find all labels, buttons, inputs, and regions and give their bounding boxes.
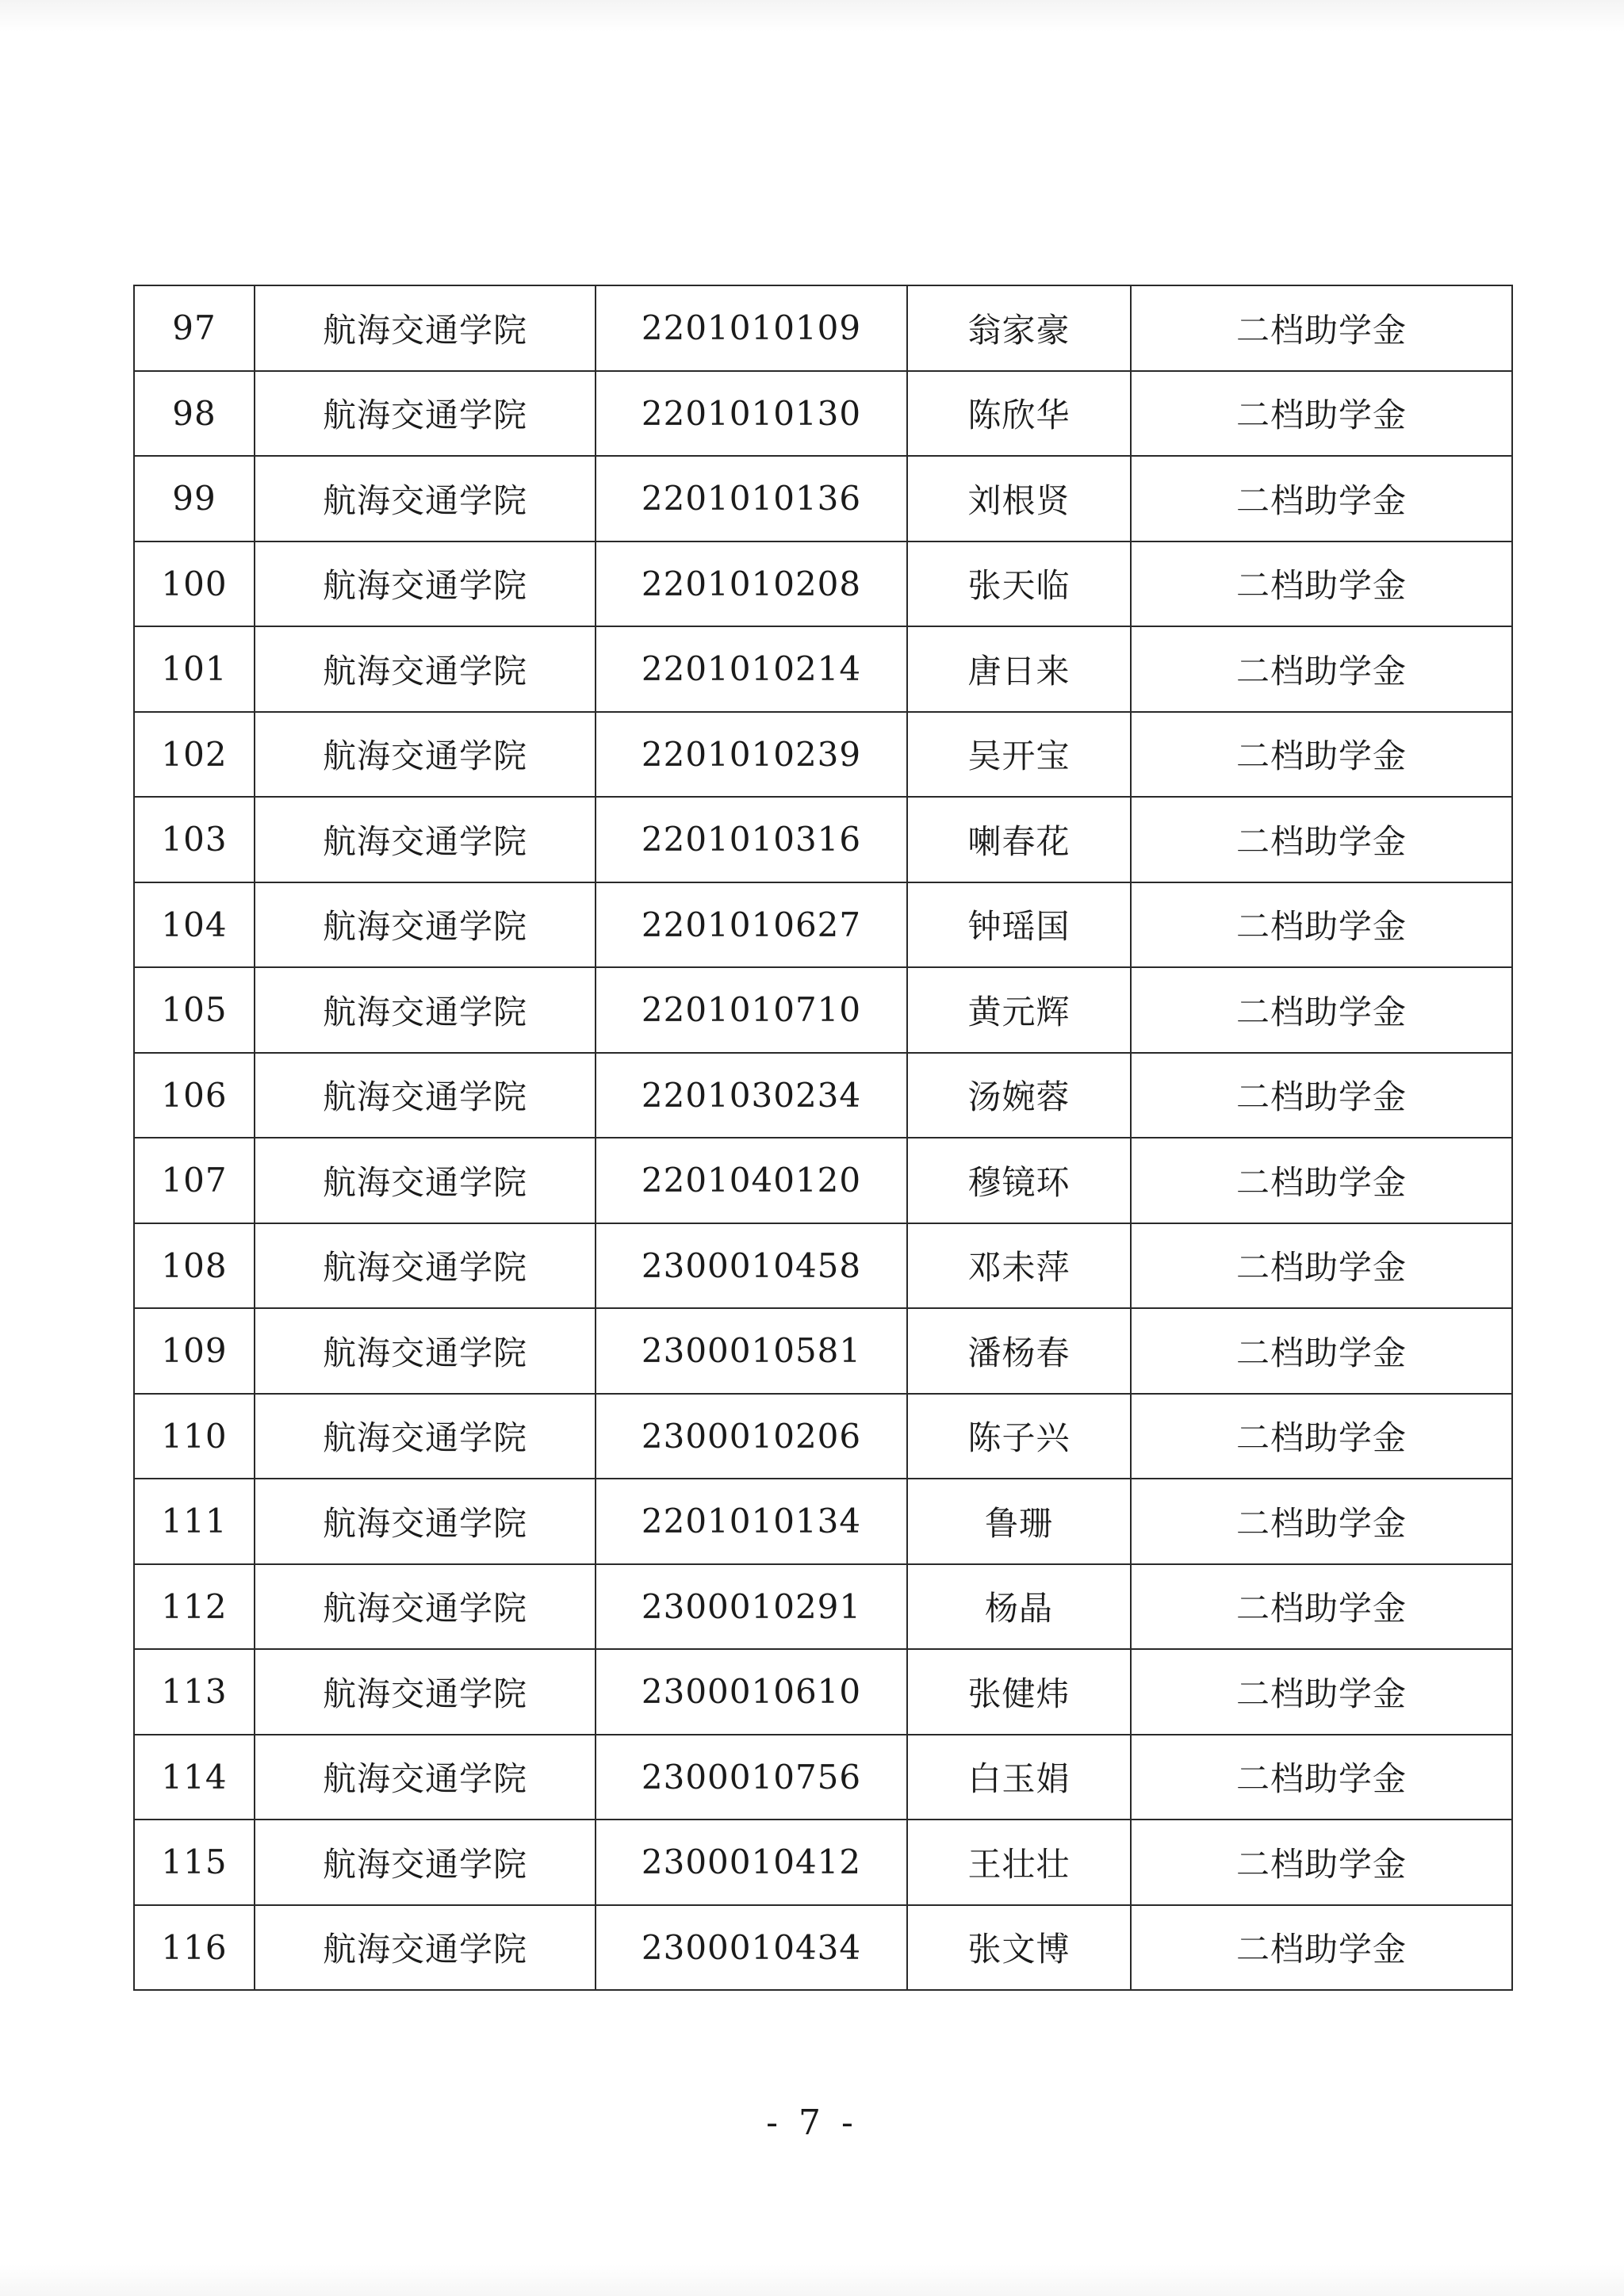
grant-level: 二档助学金 bbox=[1131, 456, 1512, 541]
college-name: 航海交通学院 bbox=[255, 371, 596, 457]
college-name: 航海交通学院 bbox=[255, 1479, 596, 1564]
table-row bbox=[134, 1735, 1512, 1820]
row-number: 104 bbox=[134, 882, 255, 968]
student-id: 2300010610 bbox=[596, 1649, 907, 1735]
grant-level: 二档助学金 bbox=[1131, 1820, 1512, 1905]
college-name: 航海交通学院 bbox=[255, 1820, 596, 1905]
table-row bbox=[134, 1053, 1512, 1138]
college-name: 航海交通学院 bbox=[255, 1564, 596, 1650]
student-name: 邓未萍 bbox=[907, 1223, 1131, 1309]
page-number: - 7 - bbox=[766, 2103, 858, 2143]
college-name: 航海交通学院 bbox=[255, 1053, 596, 1138]
student-id: 2201040120 bbox=[596, 1138, 907, 1223]
student-id: 2300010458 bbox=[596, 1223, 907, 1309]
table-row bbox=[134, 1479, 1512, 1564]
grant-level: 二档助学金 bbox=[1131, 1905, 1512, 1991]
college-name: 航海交通学院 bbox=[255, 797, 596, 882]
row-number: 113 bbox=[134, 1649, 255, 1735]
grant-level: 二档助学金 bbox=[1131, 1053, 1512, 1138]
table-row bbox=[134, 1564, 1512, 1650]
college-name: 航海交通学院 bbox=[255, 626, 596, 712]
table-row bbox=[134, 967, 1512, 1053]
student-name: 张文博 bbox=[907, 1905, 1131, 1991]
row-number: 111 bbox=[134, 1479, 255, 1564]
student-name: 王壮壮 bbox=[907, 1820, 1131, 1905]
student-name: 陈子兴 bbox=[907, 1394, 1131, 1479]
college-name: 航海交通学院 bbox=[255, 882, 596, 968]
grant-level: 二档助学金 bbox=[1131, 967, 1512, 1053]
row-number: 97 bbox=[134, 285, 255, 371]
row-number: 105 bbox=[134, 967, 255, 1053]
grant-level: 二档助学金 bbox=[1131, 882, 1512, 968]
row-number: 98 bbox=[134, 371, 255, 457]
row-number: 112 bbox=[134, 1564, 255, 1650]
student-id: 2201010239 bbox=[596, 712, 907, 798]
student-name: 张健炜 bbox=[907, 1649, 1131, 1735]
student-name: 鲁珊 bbox=[907, 1479, 1131, 1564]
row-number: 109 bbox=[134, 1308, 255, 1394]
grant-level: 二档助学金 bbox=[1131, 541, 1512, 627]
student-id: 2300010412 bbox=[596, 1820, 907, 1905]
student-id: 2201010134 bbox=[596, 1479, 907, 1564]
student-id: 2300010756 bbox=[596, 1735, 907, 1820]
student-id: 2201010109 bbox=[596, 285, 907, 371]
table-row bbox=[134, 1649, 1512, 1735]
student-id: 2201010710 bbox=[596, 967, 907, 1053]
student-id: 2201010316 bbox=[596, 797, 907, 882]
grant-level: 二档助学金 bbox=[1131, 1223, 1512, 1309]
student-name: 潘杨春 bbox=[907, 1308, 1131, 1394]
grant-level: 二档助学金 bbox=[1131, 1479, 1512, 1564]
table-row bbox=[134, 626, 1512, 712]
student-name: 喇春花 bbox=[907, 797, 1131, 882]
student-name: 唐日来 bbox=[907, 626, 1131, 712]
table-row bbox=[134, 882, 1512, 968]
row-number: 115 bbox=[134, 1820, 255, 1905]
student-id: 2300010434 bbox=[596, 1905, 907, 1991]
student-id: 2201010208 bbox=[596, 541, 907, 627]
row-number: 102 bbox=[134, 712, 255, 798]
student-id: 2300010291 bbox=[596, 1564, 907, 1650]
student-id: 2201010136 bbox=[596, 456, 907, 541]
grant-level: 二档助学金 bbox=[1131, 626, 1512, 712]
table-row bbox=[134, 712, 1512, 798]
college-name: 航海交通学院 bbox=[255, 1905, 596, 1991]
college-name: 航海交通学院 bbox=[255, 1138, 596, 1223]
table-row bbox=[134, 1394, 1512, 1479]
table-row bbox=[134, 1223, 1512, 1309]
college-name: 航海交通学院 bbox=[255, 1223, 596, 1309]
row-number: 100 bbox=[134, 541, 255, 627]
student-name: 穆镜环 bbox=[907, 1138, 1131, 1223]
table-row bbox=[134, 456, 1512, 541]
grant-level: 二档助学金 bbox=[1131, 712, 1512, 798]
grant-level: 二档助学金 bbox=[1131, 285, 1512, 371]
table-row bbox=[134, 1308, 1512, 1394]
student-id: 2201010130 bbox=[596, 371, 907, 457]
student-name: 杨晶 bbox=[907, 1564, 1131, 1650]
row-number: 114 bbox=[134, 1735, 255, 1820]
grant-level: 二档助学金 bbox=[1131, 371, 1512, 457]
grant-level: 二档助学金 bbox=[1131, 1564, 1512, 1650]
student-id: 2300010206 bbox=[596, 1394, 907, 1479]
row-number: 110 bbox=[134, 1394, 255, 1479]
college-name: 航海交通学院 bbox=[255, 1649, 596, 1735]
row-number: 116 bbox=[134, 1905, 255, 1991]
college-name: 航海交通学院 bbox=[255, 967, 596, 1053]
table-row bbox=[134, 1138, 1512, 1223]
college-name: 航海交通学院 bbox=[255, 1394, 596, 1479]
student-id: 2201010627 bbox=[596, 882, 907, 968]
table-row bbox=[134, 797, 1512, 882]
student-name: 钟瑶国 bbox=[907, 882, 1131, 968]
row-number: 107 bbox=[134, 1138, 255, 1223]
row-number: 99 bbox=[134, 456, 255, 541]
student-name: 翁家豪 bbox=[907, 285, 1131, 371]
grant-level: 二档助学金 bbox=[1131, 1735, 1512, 1820]
student-name: 黄元辉 bbox=[907, 967, 1131, 1053]
student-name: 汤婉蓉 bbox=[907, 1053, 1131, 1138]
table-row bbox=[134, 541, 1512, 627]
grant-level: 二档助学金 bbox=[1131, 1649, 1512, 1735]
student-id: 2201030234 bbox=[596, 1053, 907, 1138]
student-name: 张天临 bbox=[907, 541, 1131, 627]
student-name: 吴开宝 bbox=[907, 712, 1131, 798]
grant-level: 二档助学金 bbox=[1131, 1138, 1512, 1223]
table-body bbox=[134, 285, 1512, 1990]
row-number: 103 bbox=[134, 797, 255, 882]
college-name: 航海交通学院 bbox=[255, 456, 596, 541]
student-name: 陈欣华 bbox=[907, 371, 1131, 457]
college-name: 航海交通学院 bbox=[255, 1308, 596, 1394]
row-number: 108 bbox=[134, 1223, 255, 1309]
table-row bbox=[134, 285, 1512, 371]
table-row bbox=[134, 1905, 1512, 1991]
college-name: 航海交通学院 bbox=[255, 285, 596, 371]
college-name: 航海交通学院 bbox=[255, 541, 596, 627]
grant-level: 二档助学金 bbox=[1131, 1394, 1512, 1479]
student-name: 刘根贤 bbox=[907, 456, 1131, 541]
grant-level: 二档助学金 bbox=[1131, 1308, 1512, 1394]
row-number: 106 bbox=[134, 1053, 255, 1138]
grant-recipients-table bbox=[133, 285, 1513, 1991]
college-name: 航海交通学院 bbox=[255, 712, 596, 798]
table-row bbox=[134, 371, 1512, 457]
table-row bbox=[134, 1820, 1512, 1905]
college-name: 航海交通学院 bbox=[255, 1735, 596, 1820]
row-number: 101 bbox=[134, 626, 255, 712]
student-id: 2300010581 bbox=[596, 1308, 907, 1394]
student-name: 白玉娟 bbox=[907, 1735, 1131, 1820]
student-id: 2201010214 bbox=[596, 626, 907, 712]
grant-level: 二档助学金 bbox=[1131, 797, 1512, 882]
